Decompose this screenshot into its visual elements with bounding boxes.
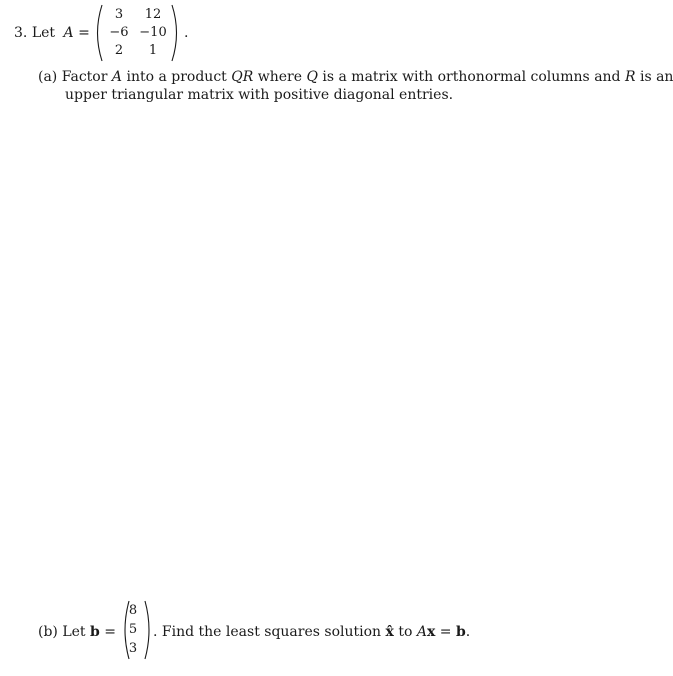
part-a-r: R xyxy=(624,69,636,85)
part-a-label: (a) xyxy=(38,69,58,85)
vector-cell: 8 xyxy=(128,603,138,618)
part-b-period: . xyxy=(465,624,471,640)
matrix-cell: 12 xyxy=(144,7,162,22)
matrix-a xyxy=(92,4,182,62)
matrix-cell: −10 xyxy=(139,25,167,40)
part-b-xhat: x̂ xyxy=(385,624,394,640)
problem-statement xyxy=(14,24,90,42)
part-a-qr: QR xyxy=(231,69,254,85)
equals-sign: = xyxy=(78,25,90,41)
part-a-text: is an xyxy=(639,69,673,85)
part-a-line-2: upper triangular matrix with positive diagonal entries. xyxy=(65,87,454,103)
part-b-rest xyxy=(153,623,470,641)
part-a-text: into a product xyxy=(126,69,227,85)
part-b-label: (b) xyxy=(38,624,58,640)
matrix-cell: 3 xyxy=(114,7,124,22)
part-a-line-1 xyxy=(38,68,673,86)
part-b-vector-b: b xyxy=(90,624,100,640)
problem-number: 3. xyxy=(14,25,28,41)
part-a-matrix-a: A xyxy=(111,69,123,85)
part-a-text: Factor xyxy=(61,69,108,85)
part-a-q: Q xyxy=(306,69,318,85)
part-b-lead xyxy=(38,623,116,641)
let-word: Let xyxy=(31,25,56,41)
part-a-text: where xyxy=(257,69,302,85)
part-b-text: to xyxy=(398,624,413,640)
vector-cell: 5 xyxy=(128,622,138,637)
part-b-vector-b: b xyxy=(455,624,466,640)
part-a-text: is a matrix with orthonormal columns and xyxy=(322,69,621,85)
matrix-cell: 2 xyxy=(114,43,124,58)
statement-period: . xyxy=(184,25,189,41)
part-b-text: Let xyxy=(62,624,86,640)
part-b-text: . Find the least squares solution xyxy=(153,624,382,640)
part-b-matrix-a: A xyxy=(416,624,427,640)
right-paren-icon xyxy=(170,4,182,62)
equals-sign: = xyxy=(104,624,116,640)
vector-cell: 3 xyxy=(128,641,138,656)
vector-b xyxy=(120,600,156,660)
equals-sign: = xyxy=(439,624,452,640)
part-b-vector-x: x xyxy=(426,624,436,640)
matrix-name: A xyxy=(63,25,74,41)
matrix-cell: 1 xyxy=(148,43,158,58)
matrix-cell: −6 xyxy=(109,25,129,40)
